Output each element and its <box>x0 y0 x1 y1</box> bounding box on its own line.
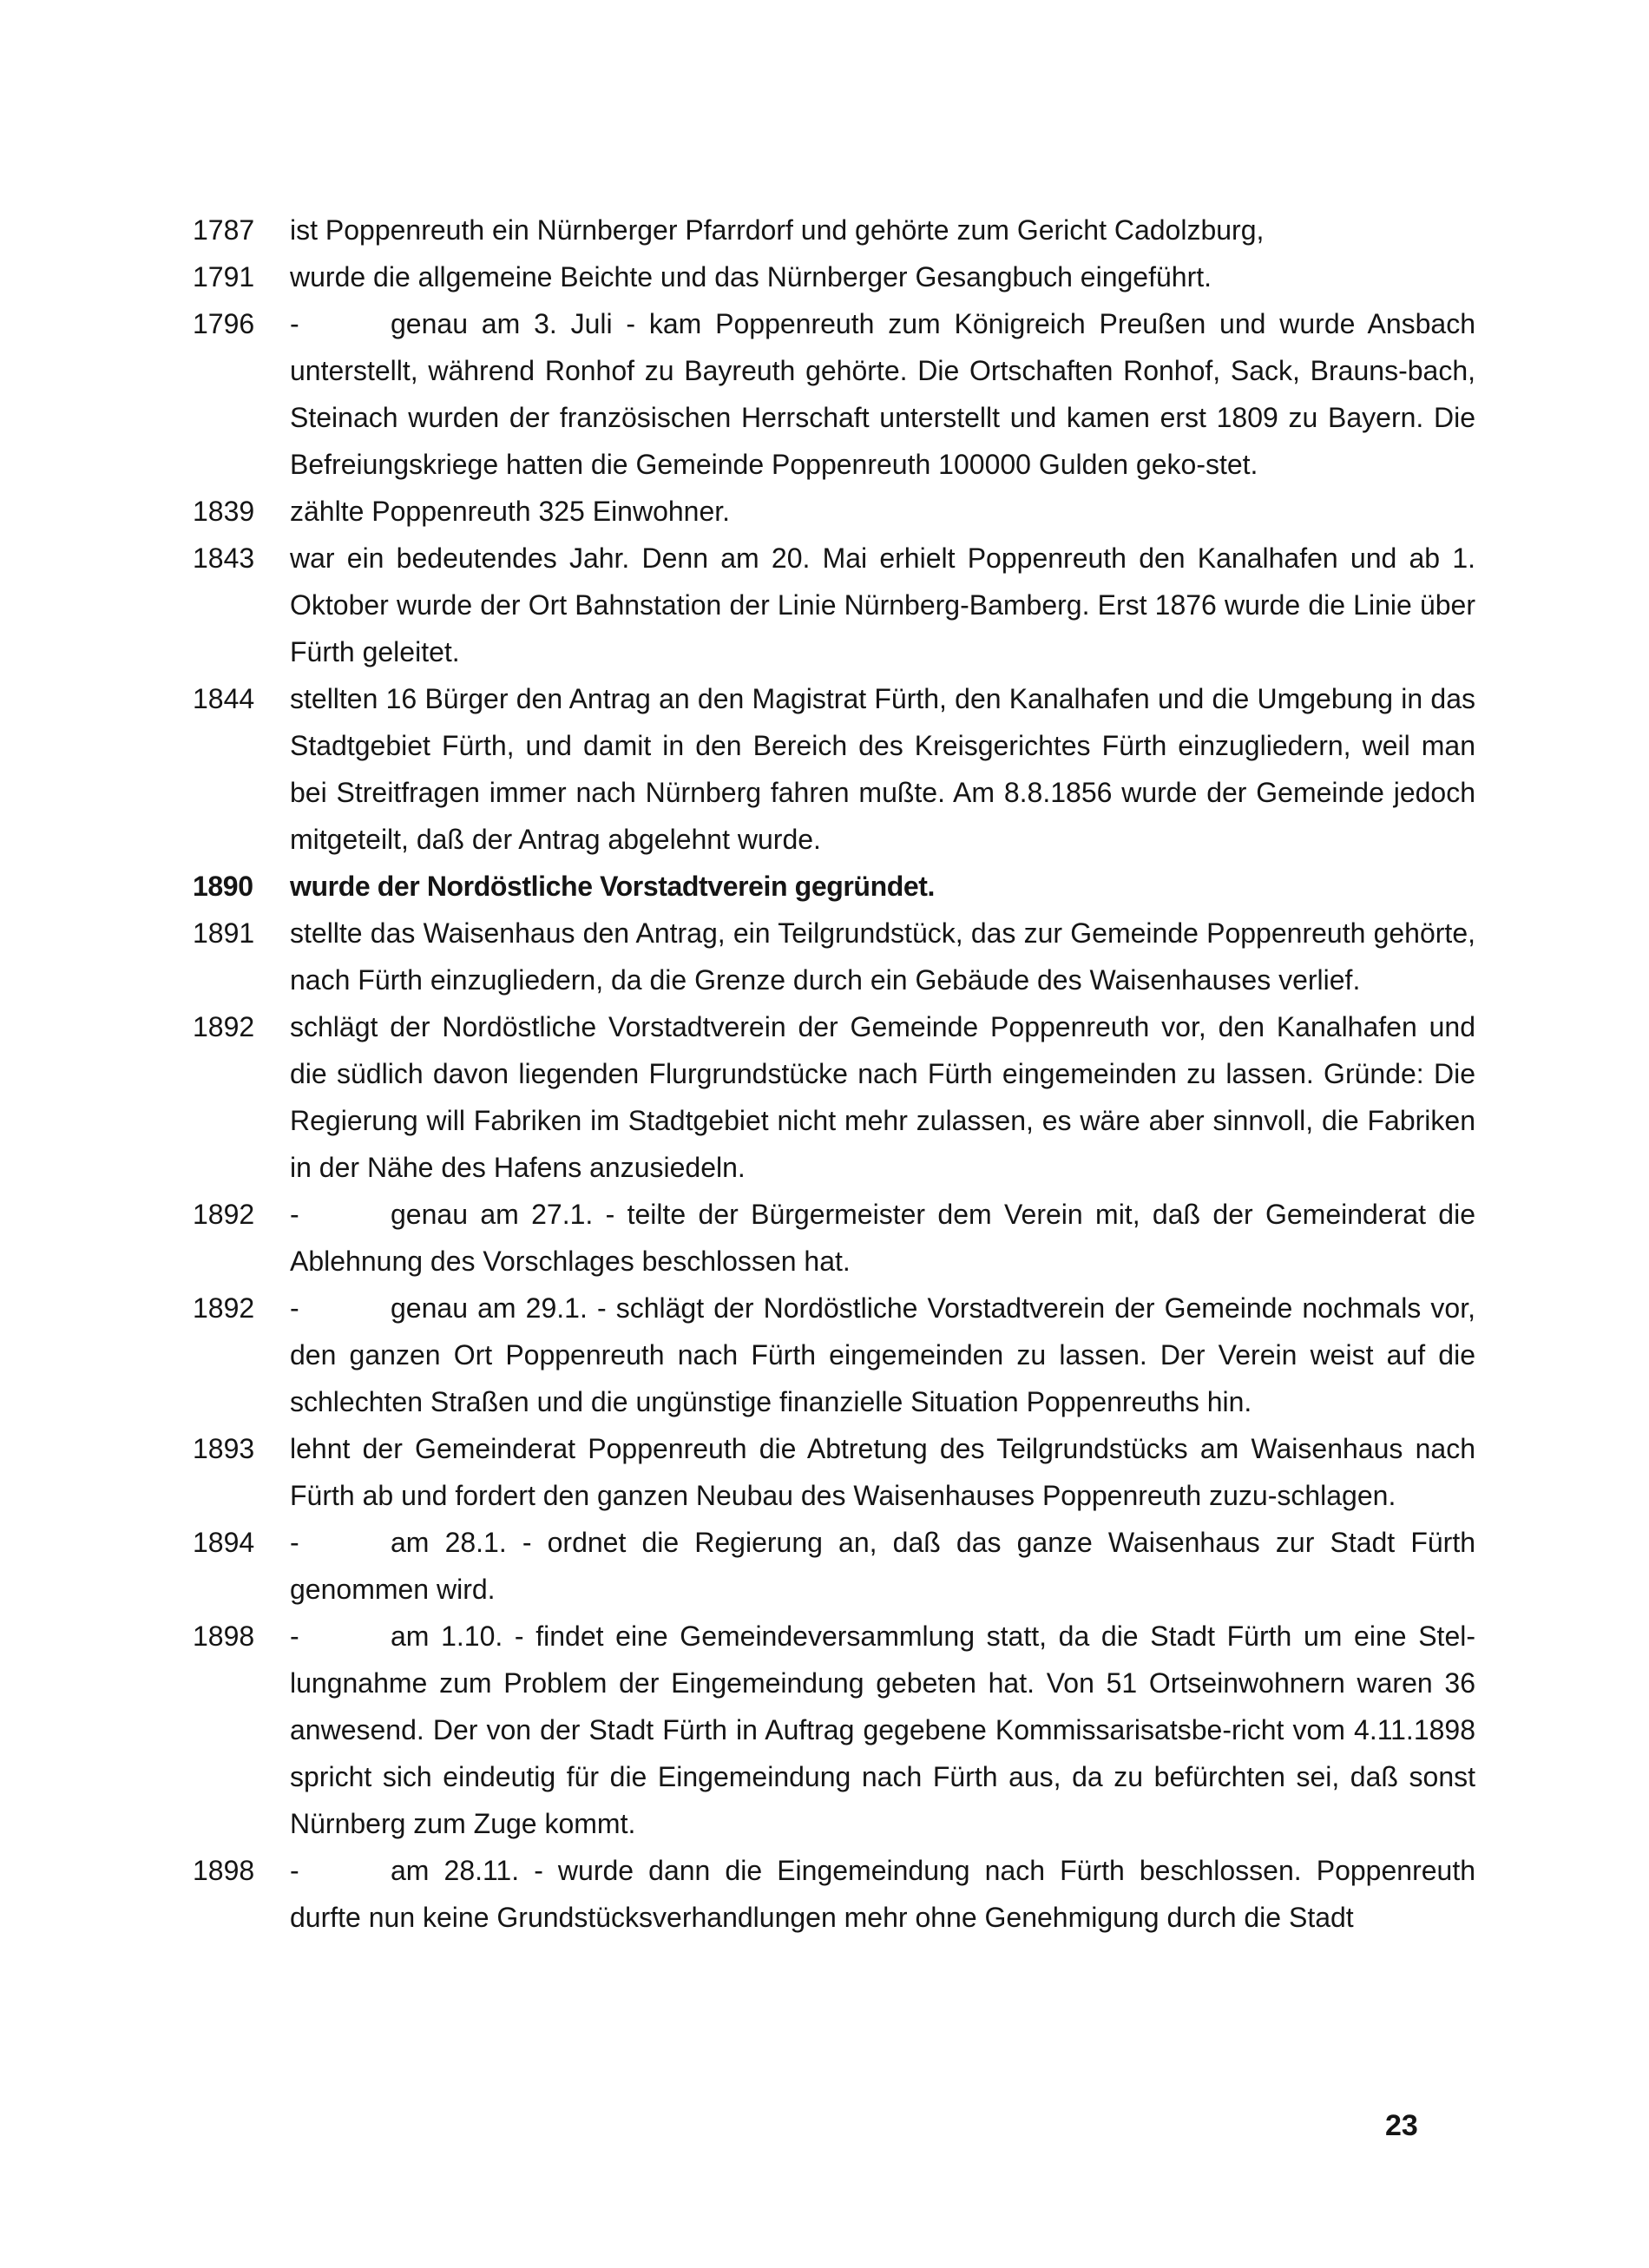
entry-dash: - <box>290 1855 299 1886</box>
entry-year: 1787 <box>193 214 255 246</box>
entry-dash: - <box>290 1292 299 1324</box>
entry-text-block <box>290 1285 1475 1425</box>
entry-text-block <box>290 863 1475 910</box>
entry-year: 1898 <box>193 1855 255 1886</box>
entry-text: wurde der Nordöstliche Vorstadtverein gegründet. <box>290 871 936 902</box>
entry-year: 1791 <box>193 261 255 293</box>
entry-year: 1893 <box>193 1433 255 1464</box>
entry-year: 1898 <box>193 1620 255 1652</box>
chronicle-entry <box>193 675 1475 863</box>
chronicle-entry <box>193 1519 1475 1613</box>
entry-year: 1844 <box>193 683 255 714</box>
entry-dash: - <box>290 308 299 339</box>
entry-text: am 28.11. - wurde dann die Eingemeindung nach Fürth beschlossen. Poppenreuth durfte nun keine Grundstücksverhandlungen mehr ohne Genehmigung durch die Stadt <box>290 1855 1475 1933</box>
entry-year: 1796 <box>193 308 255 339</box>
entry-year: 1892 <box>193 1292 255 1324</box>
entry-text: lehnt der Gemeinderat Poppenreuth die Abtretung des Teilgrundstücks am Waisenhaus nach Fürth ab und fordert den ganzen Neubau des Waisenhauses Poppenreuth zuzu-schlagen. <box>290 1433 1475 1511</box>
entry-text: stellten 16 Bürger den Antrag an den Magistrat Fürth, den Kanalhafen und die Umgebung in das Stadtgebiet Fürth, und damit in den Bereich des Kreisgerichtes Fürth einzugliedern, weil man bei Streitfragen immer nach Nürnberg fahren mußte. Am 8.8.1856 wurde der Gemeinde jedoch mitgeteilt, daß der Antrag abgelehnt wurde. <box>290 683 1475 855</box>
entry-text-block <box>290 910 1475 1003</box>
entry-year: 1839 <box>193 496 255 527</box>
chronicle-entry <box>193 300 1475 488</box>
chronicle-entry <box>193 1847 1475 1941</box>
entry-text: wurde die allgemeine Beichte und das Nürnberger Gesangbuch eingeführt. <box>290 261 1212 293</box>
chronicle-entry <box>193 1285 1475 1425</box>
chronicle-entry <box>193 1003 1475 1191</box>
entry-text: ist Poppenreuth ein Nürnberger Pfarrdorf und gehörte zum Gericht Cadolzburg, <box>290 214 1265 246</box>
entry-text: am 1.10. - findet eine Gemeindeversammlung statt, da die Stadt Fürth um eine Stel-lungnahme zum Problem der Eingemeindung gebeten hat. Von 51 Ortseinwohnern waren 36 anwesend. Der von der Stadt Fürth in Auftrag gegebene Kommissarisatsbe-richt vom 4.11.1898 spricht sich eindeutig für die Eingemeindung nach Fürth aus, da zu befürchten sei, daß sonst Nürnberg zum Zuge kommt. <box>290 1620 1475 1839</box>
chronicle-entry <box>193 535 1475 675</box>
chronicle-entry <box>193 1425 1475 1519</box>
chronicle-entry <box>193 910 1475 1003</box>
entry-text: genau am 27.1. - teilte der Bürgermeister dem Verein mit, daß der Gemeinderat die Ablehnung des Vorschlages beschlossen hat. <box>290 1199 1475 1277</box>
chronicle-entry <box>193 488 1475 535</box>
entry-text: schlägt der Nordöstliche Vorstadtverein der Gemeinde Poppenreuth vor, den Kanalhafen und die südlich davon liegenden Flurgrundstücke nach Fürth eingemeinden zu lassen. Gründe: Die Regierung will Fabriken im Stadtgebiet nicht mehr zulassen, es wäre aber sinnvoll, die Fabriken in der Nähe des Hafens anzusiedeln. <box>290 1011 1475 1183</box>
chronicle-entry <box>193 253 1475 300</box>
entry-text-block <box>290 1613 1475 1847</box>
entry-text-block <box>290 1191 1475 1285</box>
entry-text-block <box>290 675 1475 863</box>
entry-text: war ein bedeutendes Jahr. Denn am 20. Mai erhielt Poppenreuth den Kanalhafen und ab 1. Oktober wurde der Ort Bahnstation der Linie Nürnberg-Bamberg. Erst 1876 wurde die Linie über Fürth geleitet. <box>290 542 1475 667</box>
entry-text-block <box>290 1847 1475 1941</box>
page-number: 23 <box>1385 2109 1418 2142</box>
entry-text-block <box>290 1519 1475 1613</box>
entry-year: 1892 <box>193 1011 255 1042</box>
entry-dash: - <box>290 1199 299 1230</box>
entry-text-block <box>290 253 1475 300</box>
entry-dash: - <box>290 1527 299 1558</box>
chronicle-entry <box>193 207 1475 253</box>
chronicle-entry <box>193 863 1475 910</box>
entry-text-block <box>290 488 1475 535</box>
entry-text: stellte das Waisenhaus den Antrag, ein Teilgrundstück, das zur Gemeinde Poppenreuth gehörte, nach Fürth einzugliedern, da die Grenze durch ein Gebäude des Waisenhauses verlief. <box>290 917 1475 996</box>
entry-text-block <box>290 535 1475 675</box>
entry-text-block <box>290 300 1475 488</box>
entry-year: 1891 <box>193 917 255 949</box>
entry-year: 1894 <box>193 1527 255 1558</box>
entry-text-block <box>290 1425 1475 1519</box>
entry-text: genau am 29.1. - schlägt der Nordöstliche Vorstadtverein der Gemeinde nochmals vor, den ganzen Ort Poppenreuth nach Fürth eingemeinden zu lassen. Der Verein weist auf die schlechten Straßen und die ungünstige finanzielle Situation Poppenreuths hin. <box>290 1292 1475 1417</box>
entry-text-block <box>290 1003 1475 1191</box>
chronicle-list <box>193 207 1475 1941</box>
chronicle-entry <box>193 1613 1475 1847</box>
entry-year: 1892 <box>193 1199 255 1230</box>
entry-text: am 28.1. - ordnet die Regierung an, daß das ganze Waisenhaus zur Stadt Fürth genommen wird. <box>290 1527 1475 1605</box>
entry-year: 1890 <box>193 871 253 902</box>
entry-year: 1843 <box>193 542 255 574</box>
entry-text: zählte Poppenreuth 325 Einwohner. <box>290 496 731 527</box>
entry-dash: - <box>290 1620 299 1652</box>
entry-text: genau am 3. Juli - kam Poppenreuth zum Königreich Preußen und wurde Ansbach unterstellt, während Ronhof zu Bayreuth gehörte. Die Ortschaften Ronhof, Sack, Brauns-bach, Steinach wurden der französischen Herrschaft unterstellt und kamen erst 1809 zu Bayern. Die Befreiungskriege hatten die Gemeinde Poppenreuth 100000 Gulden geko-stet. <box>290 308 1475 480</box>
chronicle-entry <box>193 1191 1475 1285</box>
entry-text-block <box>290 207 1475 253</box>
